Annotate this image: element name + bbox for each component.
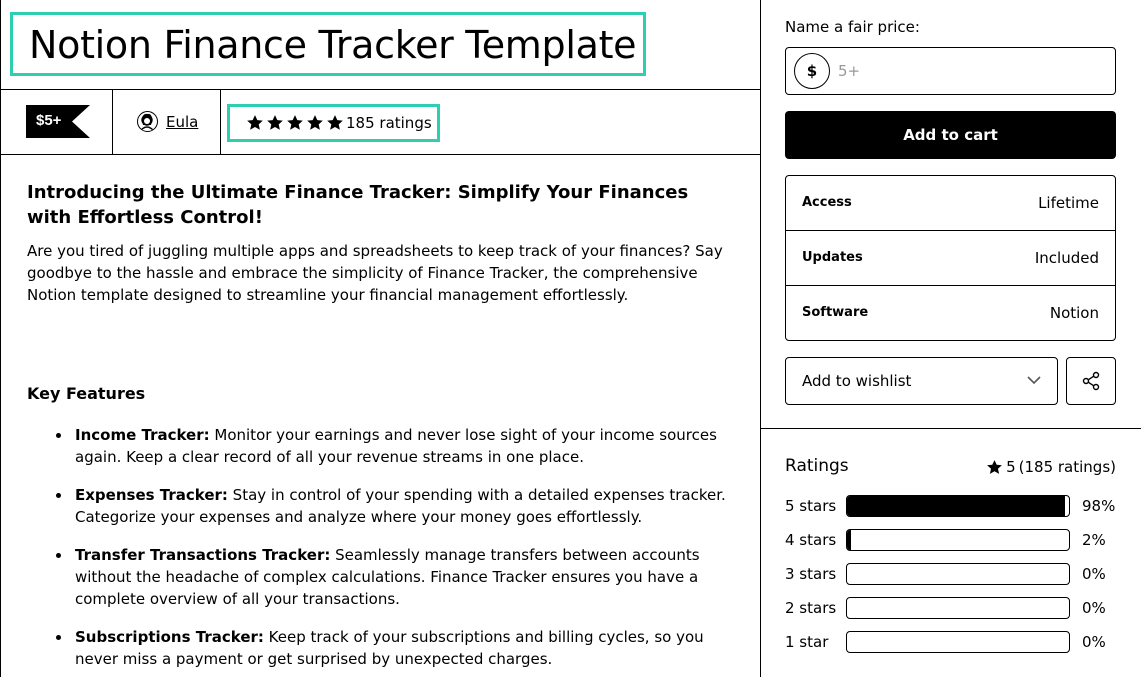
price-tag	[26, 105, 90, 138]
feature-item	[51, 544, 741, 610]
feature-text: Stay in control of your spending with a detailed expenses tracker. Categorize your expenses and analyze where your money goes effortlessly.	[75, 486, 726, 526]
price-input[interactable]	[838, 59, 1098, 83]
creator-link[interactable]: Eula	[166, 113, 199, 131]
rating-bar-percent: 98%	[1082, 497, 1116, 515]
rating-bar-row	[785, 529, 1116, 551]
star-icon	[986, 459, 1003, 476]
fair-price-label: Name a fair price:	[785, 18, 920, 36]
product-title: Notion Finance Tracker Template	[29, 23, 637, 67]
key-features-heading: Key Features	[27, 384, 146, 403]
ratings-count: 185 ratings	[346, 114, 432, 132]
product-meta-row	[1, 90, 760, 155]
feature-name: Subscriptions Tracker:	[75, 628, 264, 646]
rating-bar-row	[785, 631, 1116, 653]
ratings-average: 5	[1006, 458, 1016, 476]
ratings-summary-count: (185 ratings)	[1018, 458, 1116, 476]
purchase-box	[761, 0, 1141, 429]
info-key: Access	[802, 195, 852, 210]
info-value: Notion	[1049, 304, 1099, 322]
rating-bar-label: 2 stars	[785, 599, 837, 617]
feature-item	[51, 626, 741, 670]
chevron-down-icon	[1027, 375, 1041, 385]
rating-bar-row	[785, 563, 1116, 585]
rating-bar-track	[846, 631, 1070, 653]
rating-bar-track	[846, 529, 1070, 551]
rating-bar-label: 5 stars	[785, 497, 837, 515]
add-to-cart-button[interactable]: Add to cart	[785, 111, 1116, 159]
rating-bar-label: 3 stars	[785, 565, 837, 583]
info-value: Included	[1034, 249, 1099, 267]
ratings-highlight-box[interactable]	[227, 104, 440, 142]
share-icon	[1081, 371, 1101, 391]
rating-bar-label: 1 star	[785, 633, 829, 651]
rating-stars	[246, 114, 344, 132]
rating-bar-label: 4 stars	[785, 531, 837, 549]
info-row-software	[786, 286, 1115, 341]
feature-item	[51, 484, 741, 528]
ratings-summary	[986, 458, 1116, 476]
rating-bar-fill	[847, 530, 851, 550]
price-input-wrapper	[785, 47, 1116, 95]
feature-name: Income Tracker:	[75, 426, 210, 444]
star-icon	[326, 114, 344, 132]
description-heading: Introducing the Ultimate Finance Tracker: Simplify Your Finances with Effortless Control!	[27, 182, 689, 228]
title-highlight-box	[10, 12, 646, 76]
info-row-access	[786, 176, 1115, 231]
description	[27, 180, 737, 306]
info-value: Lifetime	[1038, 194, 1099, 212]
rating-bar-percent: 0%	[1082, 599, 1106, 617]
title-header	[1, 0, 760, 90]
product-info-table	[785, 175, 1116, 341]
star-icon	[306, 114, 324, 132]
add-to-wishlist-dropdown[interactable]	[785, 357, 1058, 405]
feature-text: Seamlessly manage transfers between accounts without the headache of complex calculations. Finance Tracker ensures you have a complete overview of all your transactions.	[75, 546, 700, 608]
ratings-title: Ratings	[785, 456, 849, 476]
currency-symbol: $	[794, 53, 830, 89]
rating-bar-fill	[847, 496, 1065, 516]
rating-bar-track	[846, 597, 1070, 619]
star-icon	[286, 114, 304, 132]
creator-avatar-icon[interactable]	[137, 111, 158, 132]
features-list	[51, 424, 741, 677]
star-icon	[246, 114, 264, 132]
rating-bar-percent: 0%	[1082, 565, 1106, 583]
price-cell	[1, 90, 113, 154]
feature-text: Keep track of your subscriptions and billing cycles, so you never miss a payment or get surprised by unexpected charges.	[75, 628, 704, 668]
rating-bar-percent: 2%	[1082, 531, 1106, 549]
purchase-sidebar	[761, 0, 1141, 677]
info-key: Updates	[802, 250, 863, 265]
star-icon	[266, 114, 284, 132]
share-button[interactable]	[1066, 357, 1116, 405]
feature-name: Transfer Transactions Tracker:	[75, 546, 331, 564]
wishlist-label: Add to wishlist	[802, 372, 912, 390]
rating-bar-track	[846, 563, 1070, 585]
info-row-updates	[786, 231, 1115, 286]
feature-name: Expenses Tracker:	[75, 486, 228, 504]
description-intro: Are you tired of juggling multiple apps and spreadsheets to keep track of your finances? Say goodbye to the hassle and embrace the simplicity of Finance Tracker, the comprehensive Notion template designed to streamline your financial management effortlessly.	[27, 242, 723, 304]
feature-text: Monitor your earnings and never lose sight of your income sources again. Keep a clear record of all your revenue streams in one place.	[75, 426, 717, 466]
rating-bar-row	[785, 597, 1116, 619]
price-tag-label: $5+	[36, 112, 62, 129]
rating-bar-row	[785, 495, 1116, 517]
rating-bar-percent: 0%	[1082, 633, 1106, 651]
creator-cell	[113, 90, 221, 154]
feature-item	[51, 424, 741, 468]
rating-bar-track	[846, 495, 1070, 517]
info-key: Software	[802, 305, 869, 320]
